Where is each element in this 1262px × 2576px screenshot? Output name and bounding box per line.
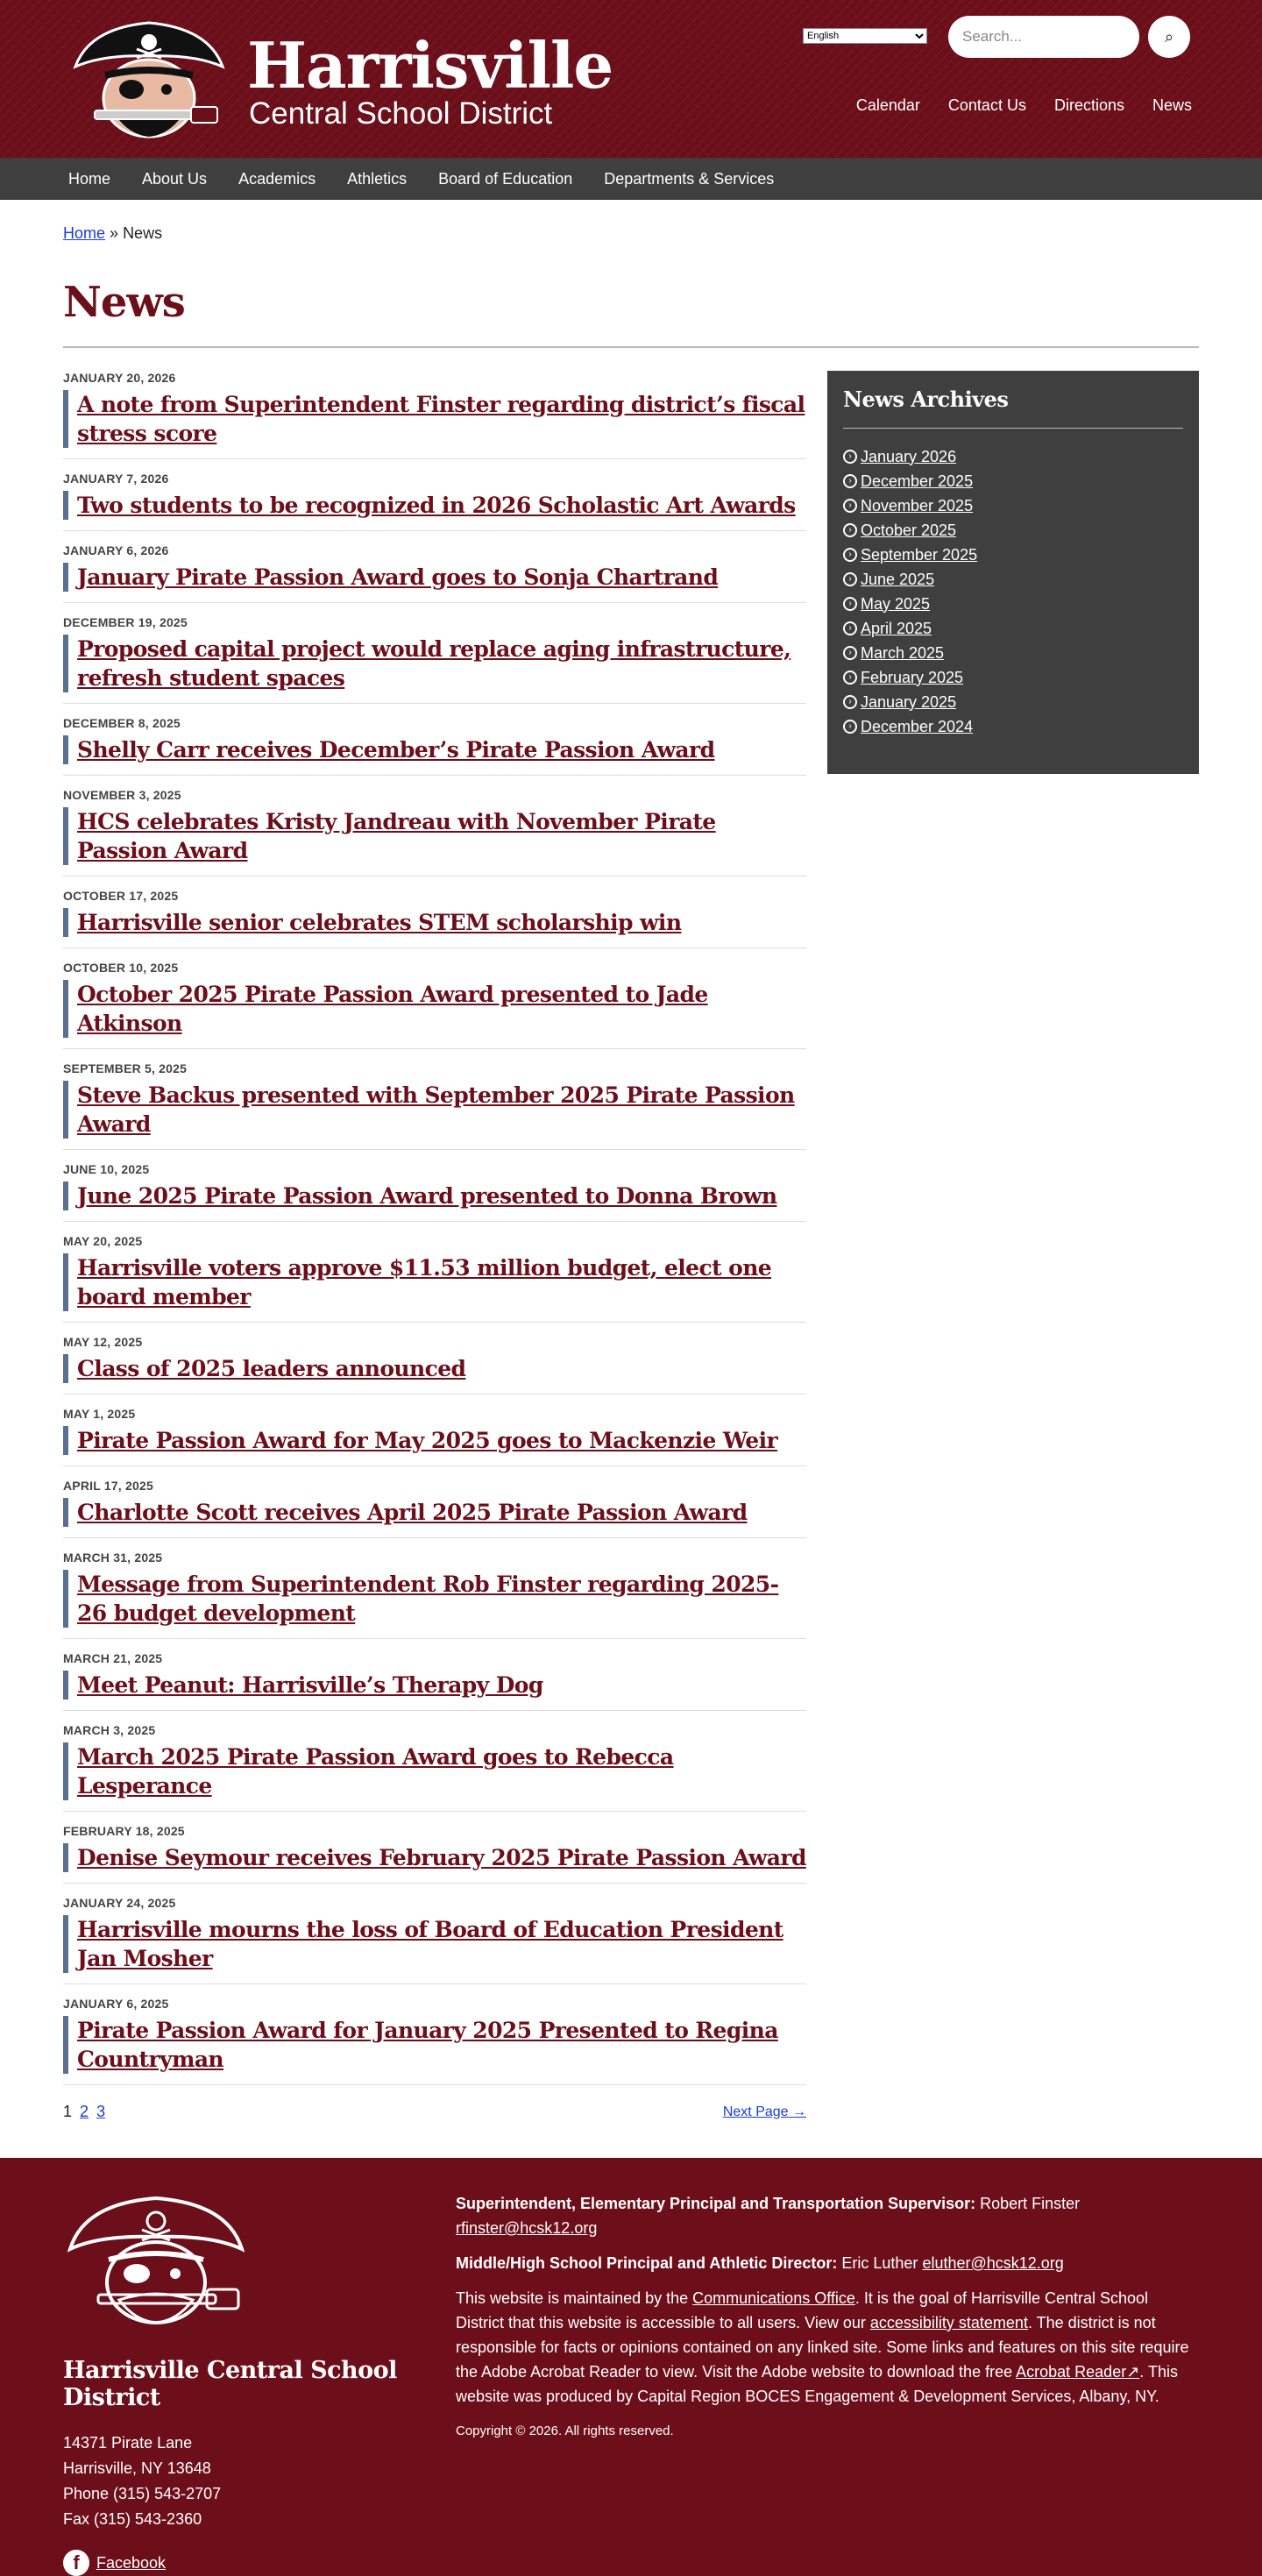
news-title-link[interactable]: Shelly Carr receives December’s Pirate Passion Award	[77, 737, 715, 763]
nav-about-us[interactable]: About Us	[142, 169, 208, 188]
archive-link[interactable]: April 2025	[861, 619, 932, 637]
archive-item	[843, 669, 1183, 686]
external-link-icon: ↗	[1126, 2363, 1140, 2381]
archive-item	[843, 522, 1183, 539]
news-archives-panel	[827, 371, 1199, 774]
archive-link[interactable]: June 2025	[861, 570, 935, 588]
news-title-link[interactable]: Harrisville mourns the loss of Board of Education President Jan Mosher	[77, 1917, 783, 1971]
news-date: MAY 20, 2025	[63, 1234, 143, 1248]
circle-arrow-icon: ›	[843, 548, 857, 562]
footer-copyright: Copyright © 2026. All rights reserved.	[456, 2423, 674, 2438]
brand-text	[247, 28, 613, 131]
site-header	[0, 0, 1262, 158]
archive-link[interactable]: December 2024	[861, 717, 974, 735]
archive-link[interactable]: January 2026	[861, 447, 957, 465]
circle-arrow-icon: ›	[843, 671, 857, 685]
footer-address-line1: 14371 Pirate Lane	[63, 2434, 193, 2452]
news-item	[63, 1651, 806, 1711]
pagination	[63, 2103, 806, 2121]
archives-title: News Archives	[843, 387, 1009, 412]
legal-text-3: . The district is not responsible for facts or opinions contained on any linked site. Some links and features on this site require the Adobe Acrobat Reader to view. Visit the Adobe website to download the free	[456, 2314, 1189, 2381]
circle-arrow-icon: ›	[843, 695, 857, 709]
archive-link[interactable]: May 2025	[861, 594, 931, 613]
communications-office-link[interactable]: Communications Office	[692, 2289, 855, 2307]
news-title-wrap	[63, 1426, 806, 1455]
news-title-link[interactable]: Harrisville senior celebrates STEM scholarship win	[77, 910, 682, 935]
circle-arrow-icon: ›	[843, 720, 857, 734]
news-item	[63, 543, 806, 603]
footer-fax: Fax (315) 543-2360	[63, 2510, 202, 2528]
archive-item	[843, 620, 1183, 637]
archive-link[interactable]: January 2025	[861, 692, 957, 711]
circle-arrow-icon: ›	[843, 474, 857, 488]
news-title-link[interactable]: Pirate Passion Award for January 2025 Presented to Regina Countryman	[77, 2018, 778, 2072]
search-icon: ⌕	[1164, 27, 1174, 46]
news-date: APRIL 17, 2025	[63, 1479, 153, 1493]
archive-item	[843, 497, 1183, 514]
utility-link-directions[interactable]: Directions	[1053, 96, 1124, 114]
search-input[interactable]	[948, 16, 1139, 58]
archive-link[interactable]: September 2025	[861, 545, 978, 564]
news-title-link[interactable]: Pirate Passion Award for May 2025 goes to Mackenzie Weir	[77, 1428, 778, 1453]
news-item	[63, 1479, 806, 1538]
news-item	[63, 615, 806, 704]
archive-item	[843, 644, 1183, 662]
legal-text-2: . It is the goal of Harrisville Central School District that this website is accessible to all users. View our	[456, 2289, 1149, 2331]
news-title-wrap	[63, 1498, 806, 1527]
news-date: MAY 1, 2025	[63, 1407, 136, 1421]
circle-arrow-icon: ›	[843, 597, 857, 611]
logo-link[interactable]	[63, 12, 613, 151]
news-date: JANUARY 6, 2025	[63, 1997, 169, 2011]
news-date: JANUARY 6, 2026	[63, 543, 169, 557]
news-title-wrap	[63, 980, 806, 1038]
archive-link[interactable]: December 2025	[861, 472, 974, 490]
archive-link[interactable]: February 2025	[861, 668, 964, 686]
news-date: JUNE 10, 2025	[63, 1162, 150, 1176]
footer-contact-superintendent	[456, 2191, 1199, 2240]
news-title-link[interactable]: Steve Backus presented with September 2025 Pirate Passion Award	[77, 1082, 795, 1137]
footer-pirate-logo	[63, 2191, 249, 2335]
news-title-link[interactable]: Harrisville voters approve $11.53 million budget, elect one board member	[77, 1255, 772, 1309]
news-item	[63, 472, 806, 531]
news-item	[63, 1997, 806, 2085]
nav-board-of-education[interactable]: Board of Education	[438, 169, 573, 188]
circle-arrow-icon: ›	[843, 572, 857, 586]
archive-item	[843, 718, 1183, 735]
contact2-name: Eric Luther	[841, 2254, 918, 2272]
footer-legal	[456, 2286, 1199, 2409]
news-date: JANUARY 24, 2025	[63, 1896, 176, 1910]
archive-item	[843, 595, 1183, 613]
news-title-wrap	[63, 1354, 806, 1383]
news-title-wrap	[63, 807, 806, 865]
main-content	[0, 224, 1262, 2121]
news-item	[63, 961, 806, 1049]
news-item	[63, 788, 806, 876]
news-title-wrap	[63, 1742, 806, 1800]
news-date: MARCH 21, 2025	[63, 1651, 163, 1665]
news-title-wrap	[63, 1182, 806, 1210]
nav-home[interactable]: Home	[68, 169, 111, 188]
news-title-wrap	[63, 563, 806, 592]
news-title-wrap	[63, 390, 806, 448]
next-page-link[interactable]: Next Page →	[722, 2104, 806, 2119]
search-placeholder: Search...	[962, 28, 1023, 45]
news-date: OCTOBER 17, 2025	[63, 889, 179, 903]
contact1-name: Robert Finster	[980, 2195, 1081, 2212]
language-select[interactable]	[803, 28, 927, 44]
news-date: OCTOBER 10, 2025	[63, 961, 179, 975]
news-item	[63, 1551, 806, 1639]
nav-academics[interactable]: Academics	[238, 169, 316, 188]
page-current: 1	[63, 2103, 73, 2120]
acrobat-reader-label: Acrobat Reader	[1016, 2363, 1127, 2381]
facebook-icon: f	[63, 2550, 89, 2576]
footer-address-line2: Harrisville, NY 13648	[63, 2459, 211, 2477]
news-title-wrap	[63, 1570, 806, 1628]
news-title-wrap	[63, 491, 806, 520]
utility-nav	[856, 96, 1192, 115]
news-title-wrap	[63, 908, 806, 937]
news-title-link[interactable]: HCS celebrates Kristy Jandreau with November Pirate Passion Award	[77, 809, 716, 863]
archive-item	[843, 546, 1183, 564]
accessibility-statement-link[interactable]: accessibility statement	[869, 2314, 1028, 2331]
news-item	[63, 371, 806, 459]
news-date: DECEMBER 19, 2025	[63, 615, 188, 629]
utility-link-contact[interactable]: Contact Us	[947, 96, 1026, 114]
archive-item	[843, 472, 1183, 490]
news-title-wrap	[63, 1671, 806, 1700]
legal-text-1: This website is maintained by the	[456, 2289, 689, 2307]
page-link-3[interactable]: 3	[96, 2103, 106, 2120]
news-title-wrap	[63, 635, 806, 692]
acrobat-reader-link[interactable]	[1016, 2363, 1139, 2381]
breadcrumb	[63, 224, 1199, 243]
news-title-wrap	[63, 2016, 806, 2074]
news-date: MARCH 3, 2025	[63, 1723, 156, 1737]
news-title-wrap	[63, 1915, 806, 1973]
news-title-link[interactable]: October 2025 Pirate Passion Award presented to Jade Atkinson	[77, 982, 708, 1036]
news-title-link[interactable]: A note from Superintendent Finster regarding district’s fiscal stress score	[77, 392, 805, 446]
news-title-link[interactable]: Denise Seymour receives February 2025 Pirate Passion Award	[77, 1845, 806, 1870]
news-item	[63, 1896, 806, 1984]
search-button[interactable]	[1148, 16, 1190, 58]
brand-subname: Central School District	[249, 96, 553, 131]
page-link-2[interactable]: 2	[80, 2103, 89, 2120]
news-title-link[interactable]: January Pirate Passion Award goes to Sonja Chartrand	[77, 564, 719, 590]
circle-arrow-icon: ›	[843, 621, 857, 635]
footer-facebook	[63, 2550, 431, 2576]
news-title-wrap	[63, 735, 806, 764]
main-nav	[0, 158, 1262, 200]
utility-link-calendar[interactable]: Calendar	[855, 96, 920, 114]
footer-address	[63, 2431, 431, 2532]
archive-link[interactable]: March 2025	[861, 643, 945, 662]
breadcrumb-current: News	[123, 224, 163, 242]
news-title-link[interactable]: Class of 2025 leaders announced	[77, 1356, 466, 1381]
news-date: DECEMBER 8, 2025	[63, 716, 181, 730]
news-title-link[interactable]: Two students to be recognized in 2026 Scholastic Art Awards	[77, 493, 796, 518]
legal-text-4: . This website was produced by Capital Region BOCES Engagement & Development Services, Albany, NY.	[456, 2363, 1178, 2405]
news-date: NOVEMBER 3, 2025	[63, 788, 181, 802]
news-title-link[interactable]: Message from Superintendent Rob Finster regarding 2025-26 budget development	[77, 1572, 779, 1626]
contact2-email-link[interactable]: eluther@hcsk12.org	[922, 2254, 1064, 2272]
circle-arrow-icon: ›	[843, 499, 857, 513]
news-title-link[interactable]: Charlotte Scott receives April 2025 Pirate Passion Award	[77, 1500, 748, 1525]
news-list	[63, 371, 806, 2121]
news-title-wrap	[63, 1843, 806, 1872]
news-item	[63, 1335, 806, 1394]
circle-arrow-icon: ›	[843, 523, 857, 537]
news-item	[63, 1061, 806, 1150]
archive-item	[843, 693, 1183, 711]
brand-name: Harrisville	[247, 28, 613, 103]
contact2-role: Middle/High School Principal and Athletic Director:	[456, 2254, 838, 2272]
news-item	[63, 1407, 806, 1466]
title-divider	[63, 346, 1199, 348]
news-title-wrap	[63, 1253, 806, 1311]
breadcrumb-separator: »	[110, 224, 119, 242]
footer-phone: Phone (315) 543-2707	[63, 2485, 222, 2502]
archives-list	[843, 448, 1183, 735]
circle-arrow-icon: ›	[843, 646, 857, 660]
news-item	[63, 1162, 806, 1222]
footer-district-name: Harrisville Central School District	[63, 2357, 397, 2411]
news-title-link[interactable]: March 2025 Pirate Passion Award goes to Rebecca Lesperance	[77, 1744, 674, 1799]
contact1-role: Superintendent, Elementary Principal and Transportation Supervisor:	[456, 2195, 976, 2212]
news-item	[63, 1234, 806, 1323]
news-title-link[interactable]: Meet Peanut: Harrisville’s Therapy Dog	[77, 1672, 543, 1698]
news-title-link[interactable]: Proposed capital project would replace aging infrastructure, refresh student spaces	[77, 636, 791, 691]
news-date: FEBRUARY 18, 2025	[63, 1824, 185, 1838]
breadcrumb-home[interactable]: Home	[63, 224, 106, 242]
news-item	[63, 716, 806, 776]
archives-divider	[843, 428, 1183, 429]
nav-departments-services[interactable]: Departments & Services	[604, 169, 775, 188]
archive-link[interactable]: November 2025	[861, 496, 974, 514]
site-footer	[0, 2158, 1262, 2576]
archive-item	[843, 571, 1183, 588]
pirate-logo	[63, 12, 235, 151]
facebook-link[interactable]: Facebook	[96, 2553, 167, 2572]
news-item	[63, 1824, 806, 1884]
circle-arrow-icon: ›	[843, 450, 857, 464]
news-date: JANUARY 20, 2026	[63, 371, 176, 385]
news-item	[63, 889, 806, 948]
news-date: MAY 12, 2025	[63, 1335, 143, 1349]
news-item	[63, 1723, 806, 1812]
news-date: SEPTEMBER 5, 2025	[63, 1061, 188, 1075]
archive-link[interactable]: October 2025	[861, 521, 957, 539]
news-date: JANUARY 7, 2026	[63, 472, 169, 486]
utility-link-news[interactable]: News	[1152, 96, 1192, 114]
page-title: News	[63, 278, 185, 327]
news-title-wrap	[63, 1081, 806, 1139]
nav-athletics[interactable]: Athletics	[347, 169, 408, 188]
contact1-email-link[interactable]: rfinster@hcsk12.org	[456, 2219, 598, 2237]
news-title-link[interactable]: June 2025 Pirate Passion Award presented to Donna Brown	[77, 1183, 777, 1209]
archive-item	[843, 448, 1183, 465]
footer-contact-principal	[456, 2251, 1199, 2275]
news-date: MARCH 31, 2025	[63, 1551, 163, 1565]
